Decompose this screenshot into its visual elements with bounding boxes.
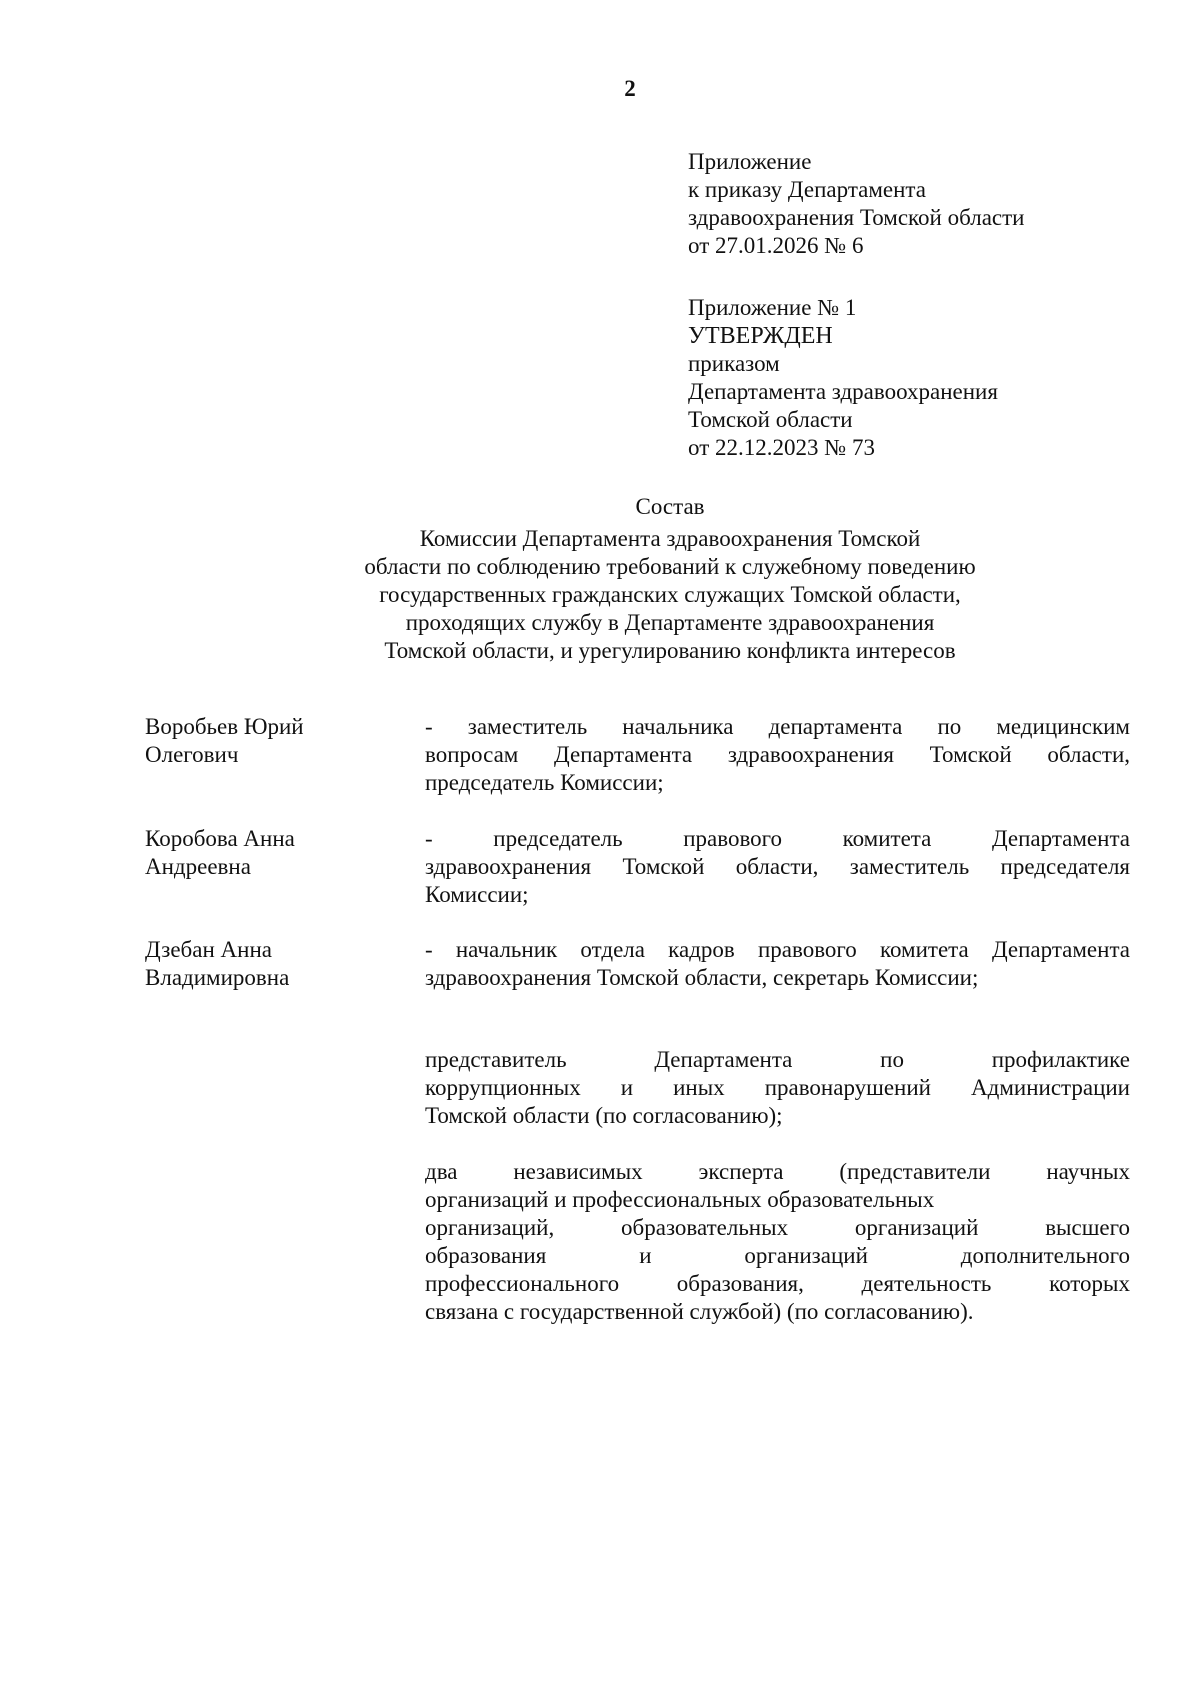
member-role-line: здравоохранения Томской области, секретарь Комиссии; xyxy=(425,965,979,990)
title-line: Томской области, и урегулированию конфликта интересов xyxy=(384,638,956,663)
member-name-line: Андреевна xyxy=(145,854,251,879)
approval-block xyxy=(688,294,1148,462)
member-role-line: председатель Комиссии; xyxy=(425,770,664,795)
approval-line: приказом xyxy=(688,351,780,376)
member-name-line: Воробьев Юрий xyxy=(145,714,304,739)
member-role-line: Комиссии; xyxy=(425,882,529,907)
additional-member xyxy=(425,1158,1130,1326)
member-name xyxy=(145,825,405,881)
member-role xyxy=(425,713,1130,797)
document-title xyxy=(250,493,1090,665)
additional-member xyxy=(425,1046,1130,1130)
member-role-line: - председатель правового комитета Департамента xyxy=(425,826,1130,851)
title-line: Комиссии Департамента здравоохранения Томской xyxy=(419,526,921,551)
title-line: государственных гражданских служащих Томской области, xyxy=(379,582,961,607)
additional-member-line: коррупционных и иных правонарушений Администрации xyxy=(425,1075,1130,1100)
member-name-line: Коробова Анна xyxy=(145,826,295,851)
additional-member-line: организаций, образовательных организаций высшего xyxy=(425,1215,1130,1240)
appendix-block xyxy=(688,148,1148,260)
member-name-line: Олегович xyxy=(145,742,239,767)
member-role-line: - начальник отдела кадров правового комитета Департамента xyxy=(425,937,1130,962)
member-role-line: - заместитель начальника департамента по медицинским xyxy=(425,714,1130,739)
member-name-line: Дзебан Анна xyxy=(145,937,272,962)
title-line: проходящих службу в Департаменте здравоохранения xyxy=(405,610,935,635)
page-number: 2 xyxy=(624,76,636,101)
member-name xyxy=(145,713,405,769)
appendix-line: Приложение xyxy=(688,149,812,174)
additional-member-line: образования и организаций дополнительного xyxy=(425,1243,1130,1268)
approval-mark: УТВЕРЖДЕН xyxy=(688,323,833,349)
member-name-line: Владимировна xyxy=(145,965,290,990)
approval-line: Приложение № 1 xyxy=(688,295,857,320)
appendix-line: к приказу Департамента xyxy=(688,177,926,202)
title-line: области по соблюдению требований к служебному поведению xyxy=(364,554,976,579)
member-role-line: здравоохранения Томской области, заместитель председателя xyxy=(425,854,1130,879)
additional-member-line: связана с государственной службой) (по согласованию). xyxy=(425,1299,974,1324)
additional-member-line: представитель Департамента по профилактике xyxy=(425,1047,1130,1072)
member-role-line: вопросам Департамента здравоохранения Томской области, xyxy=(425,742,1130,767)
additional-member-line: Томской области (по согласованию); xyxy=(425,1103,783,1128)
additional-member-line: два независимых эксперта (представители научных xyxy=(425,1159,1130,1184)
approval-line: Департамента здравоохранения xyxy=(688,379,998,404)
member-role xyxy=(425,825,1130,909)
additional-member-line: профессионального образования, деятельность которых xyxy=(425,1271,1130,1296)
appendix-line: здравоохранения Томской области xyxy=(688,205,1025,230)
member-name xyxy=(145,936,405,992)
appendix-line: от 27.01.2026 № 6 xyxy=(688,233,864,258)
title-heading: Состав xyxy=(635,494,705,519)
additional-member-line: организаций и профессиональных образовательных xyxy=(425,1187,935,1212)
approval-line: Томской области xyxy=(688,407,853,432)
member-role xyxy=(425,936,1130,992)
approval-line: от 22.12.2023 № 73 xyxy=(688,435,875,460)
